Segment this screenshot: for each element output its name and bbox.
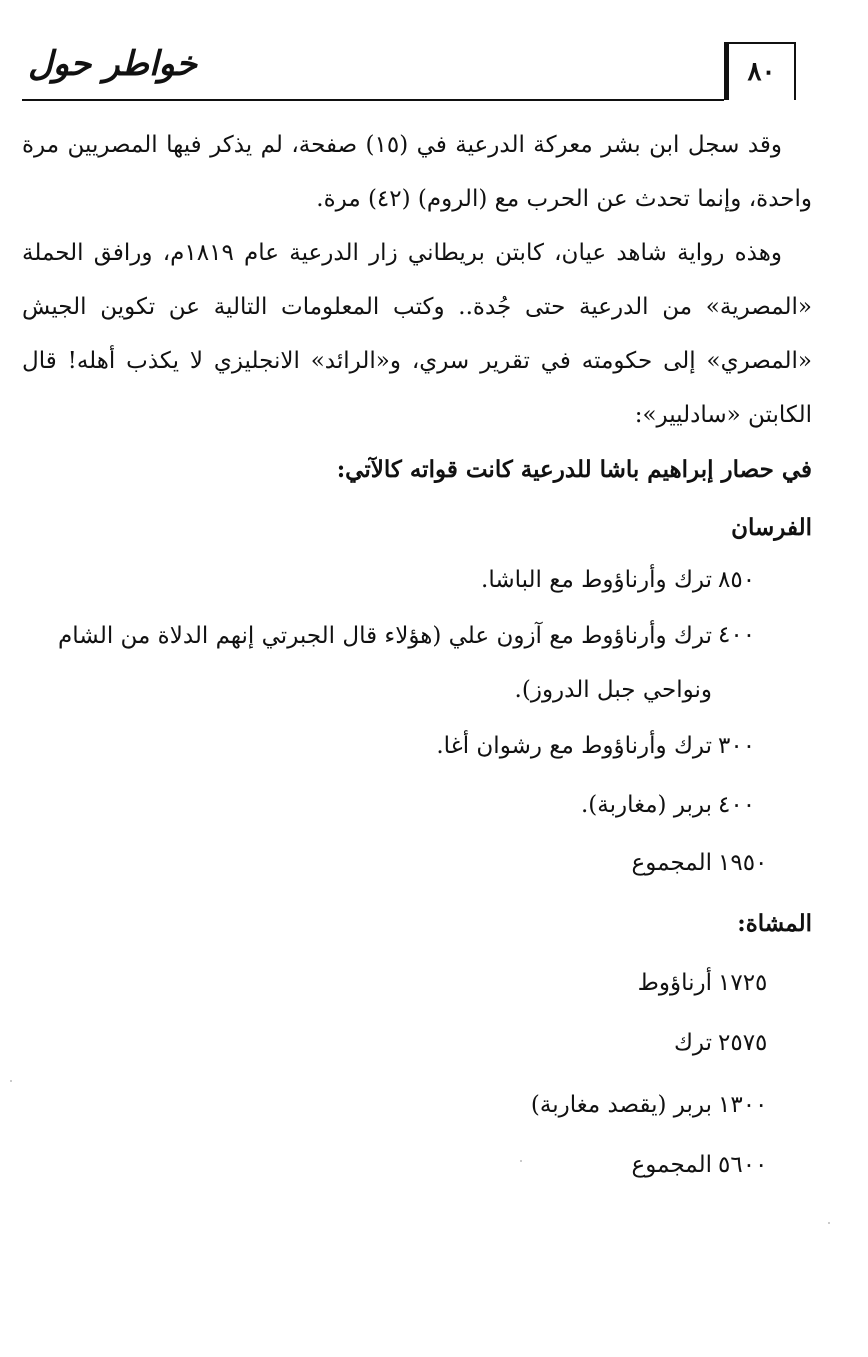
scan-speck [520, 1160, 522, 1162]
paragraph-1: وقد سجل ابن بشر معركة الدرعية في (١٥) صفحة، لم يذكر فيها المصريين مرة واحدة، وإنما تحدث عن الحرب مع (الروم) (٤٢) مرة. [22, 132, 812, 212]
scan-speck [828, 1222, 830, 1224]
cavalry-total-label: المجموع [631, 850, 712, 876]
paragraph-2: وهذه رواية شاهد عيان، كابتن بريطاني زار الدرعية عام ١٨١٩م، ورافق الحملة «المصرية» من الدرعية حتى جُدة.. وكتب المعلومات التالية عن تكوين الجيش «المصري» إلى حكومته في تقرير سري، و«الرائد» الانجليزي لا يكذب أهله! قال الكابتن «سادليير»: [22, 240, 812, 428]
cavalry-count: ٨٥٠ [718, 567, 756, 593]
infantry-desc: بربر (يقصد مغاربة) [530, 1092, 712, 1118]
cavalry-count: ٤٠٠ [718, 622, 756, 648]
infantry-desc: أرناؤوط [637, 970, 712, 996]
header-rule [22, 99, 724, 101]
cavalry-count: ٤٠٠ [718, 792, 756, 818]
scan-speck [10, 1080, 12, 1082]
cavalry-count: ٣٠٠ [718, 733, 756, 759]
cavalry-desc: ترك وأرناؤوط مع الباشا. [481, 567, 712, 593]
cavalry-desc: ترك وأرناؤوط مع رشوان أغا. [436, 733, 712, 759]
infantry-count: ٢٥٧٥ [718, 1030, 768, 1056]
cavalry-desc: بربر (مغاربة). [580, 792, 712, 818]
infantry-total-count: ٥٦٠٠ [718, 1152, 768, 1178]
infantry-desc: ترك [673, 1030, 712, 1056]
running-header-title: خواطر حول [28, 44, 197, 84]
cavalry-desc: ترك وأرناؤوط مع آزون علي (هؤلاء قال الجبرتي إنهم الدلاة من الشام ونواحي جبل الدروز). [58, 623, 712, 703]
infantry-count: ١٣٠٠ [718, 1092, 768, 1118]
cavalry-heading: الفرسان [731, 514, 812, 541]
siege-heading: في حصار إبراهيم باشا للدرعية كانت قواته كالآتي: [336, 456, 812, 483]
page-number: ٨٠ [724, 42, 796, 100]
infantry-heading: المشاة: [737, 910, 812, 937]
infantry-count: ١٧٢٥ [718, 970, 768, 996]
infantry-total-label: المجموع [631, 1152, 712, 1178]
cavalry-total-count: ١٩٥٠ [718, 850, 768, 876]
